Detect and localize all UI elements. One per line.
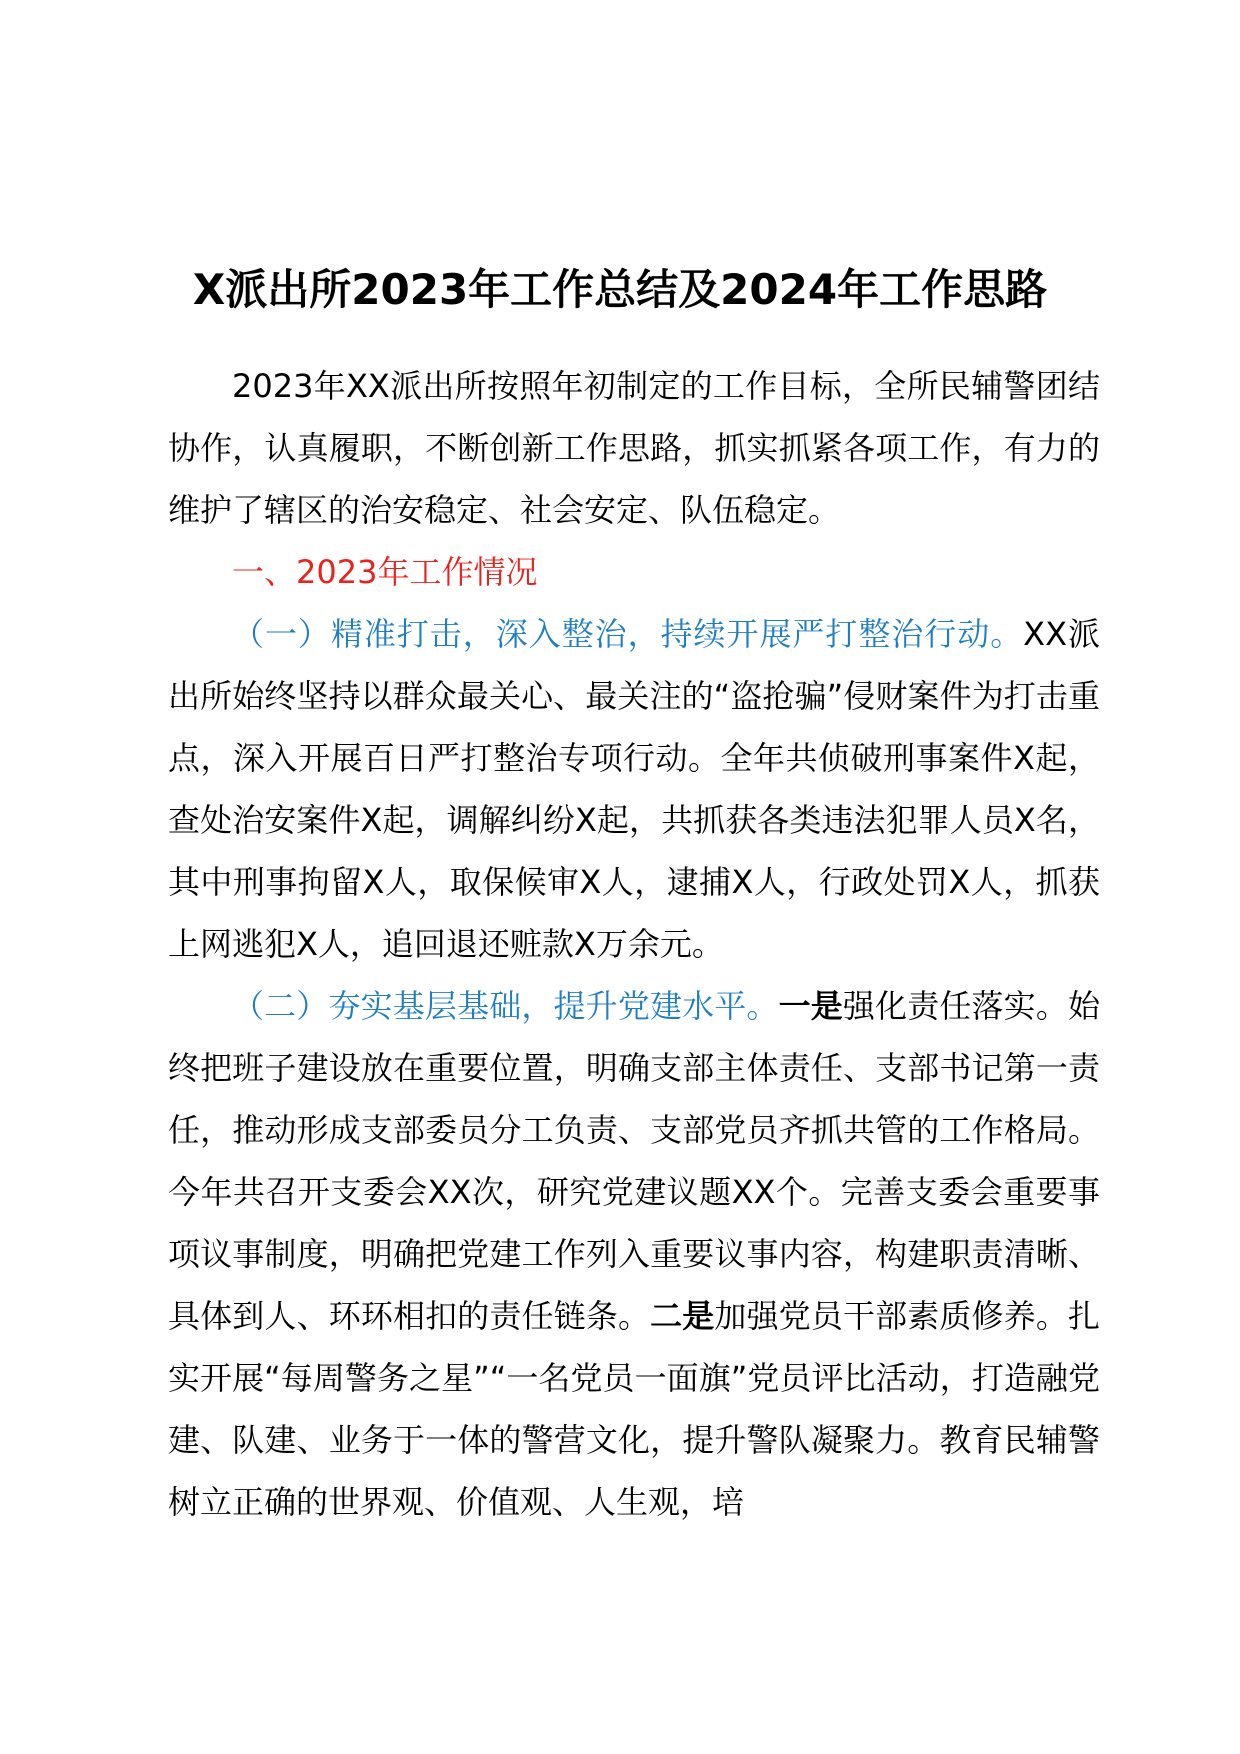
item2-paragraph <box>168 975 1100 1533</box>
document-title: X派出所2023年工作总结及2024年工作思路 <box>192 265 1048 314</box>
item1-heading: （一）精准打击，深入整治，持续开展严打整治行动。 <box>232 615 1024 653</box>
item2-lead1: 一是 <box>778 987 843 1025</box>
item2-text2: 加强党员干部素质修养。扎实开展“每周警务之星”“一名党员一面旗”党员评比活动，打造融党建、队建、业务于一体的警营文化，提升警队凝聚力。教育民辅警树立正确的世界观、价值观、人生观，培 <box>168 1297 1100 1521</box>
item1-paragraph <box>168 603 1100 975</box>
item2-heading: （二）夯实基层基础，提升党建水平。 <box>232 987 779 1025</box>
item2-text1: 强化责任落实。始终把班子建设放在重要位置，明确支部主体责任、支部书记第一责任，推动形成支部委员分工负责、支部党员齐抓共管的工作格局。今年共召开支委会XX次，研究党建议题XX个。完善支委会重要事项议事制度，明确把党建工作列入重要议事内容，构建职责清晰、具体到人、环环相扣的责任链条。 <box>168 987 1100 1335</box>
document-body <box>168 355 1100 1533</box>
section-heading: 一、2023年工作情况 <box>232 553 538 591</box>
item2-lead2: 二是 <box>650 1297 715 1335</box>
intro-paragraph: 2023年XX派出所按照年初制定的工作目标，全所民辅警团结协作，认真履职，不断创新工作思路，抓实抓紧各项工作，有力的维护了辖区的治安稳定、社会安定、队伍稳定。 <box>168 367 1100 529</box>
item1-text: XX派出所始终坚持以群众最关心、最关注的“盗抢骗”侵财案件为打击重点，深入开展百日严打整治专项行动。全年共侦破刑事案件X起，查处治安案件X起，调解纠纷X起，共抓获各类违法犯罪人员X名，其中刑事拘留X人，取保候审X人，逮捕X人，行政处罚X人，抓获上网逃犯X人，追回退还赃款X万余元。 <box>168 615 1100 963</box>
